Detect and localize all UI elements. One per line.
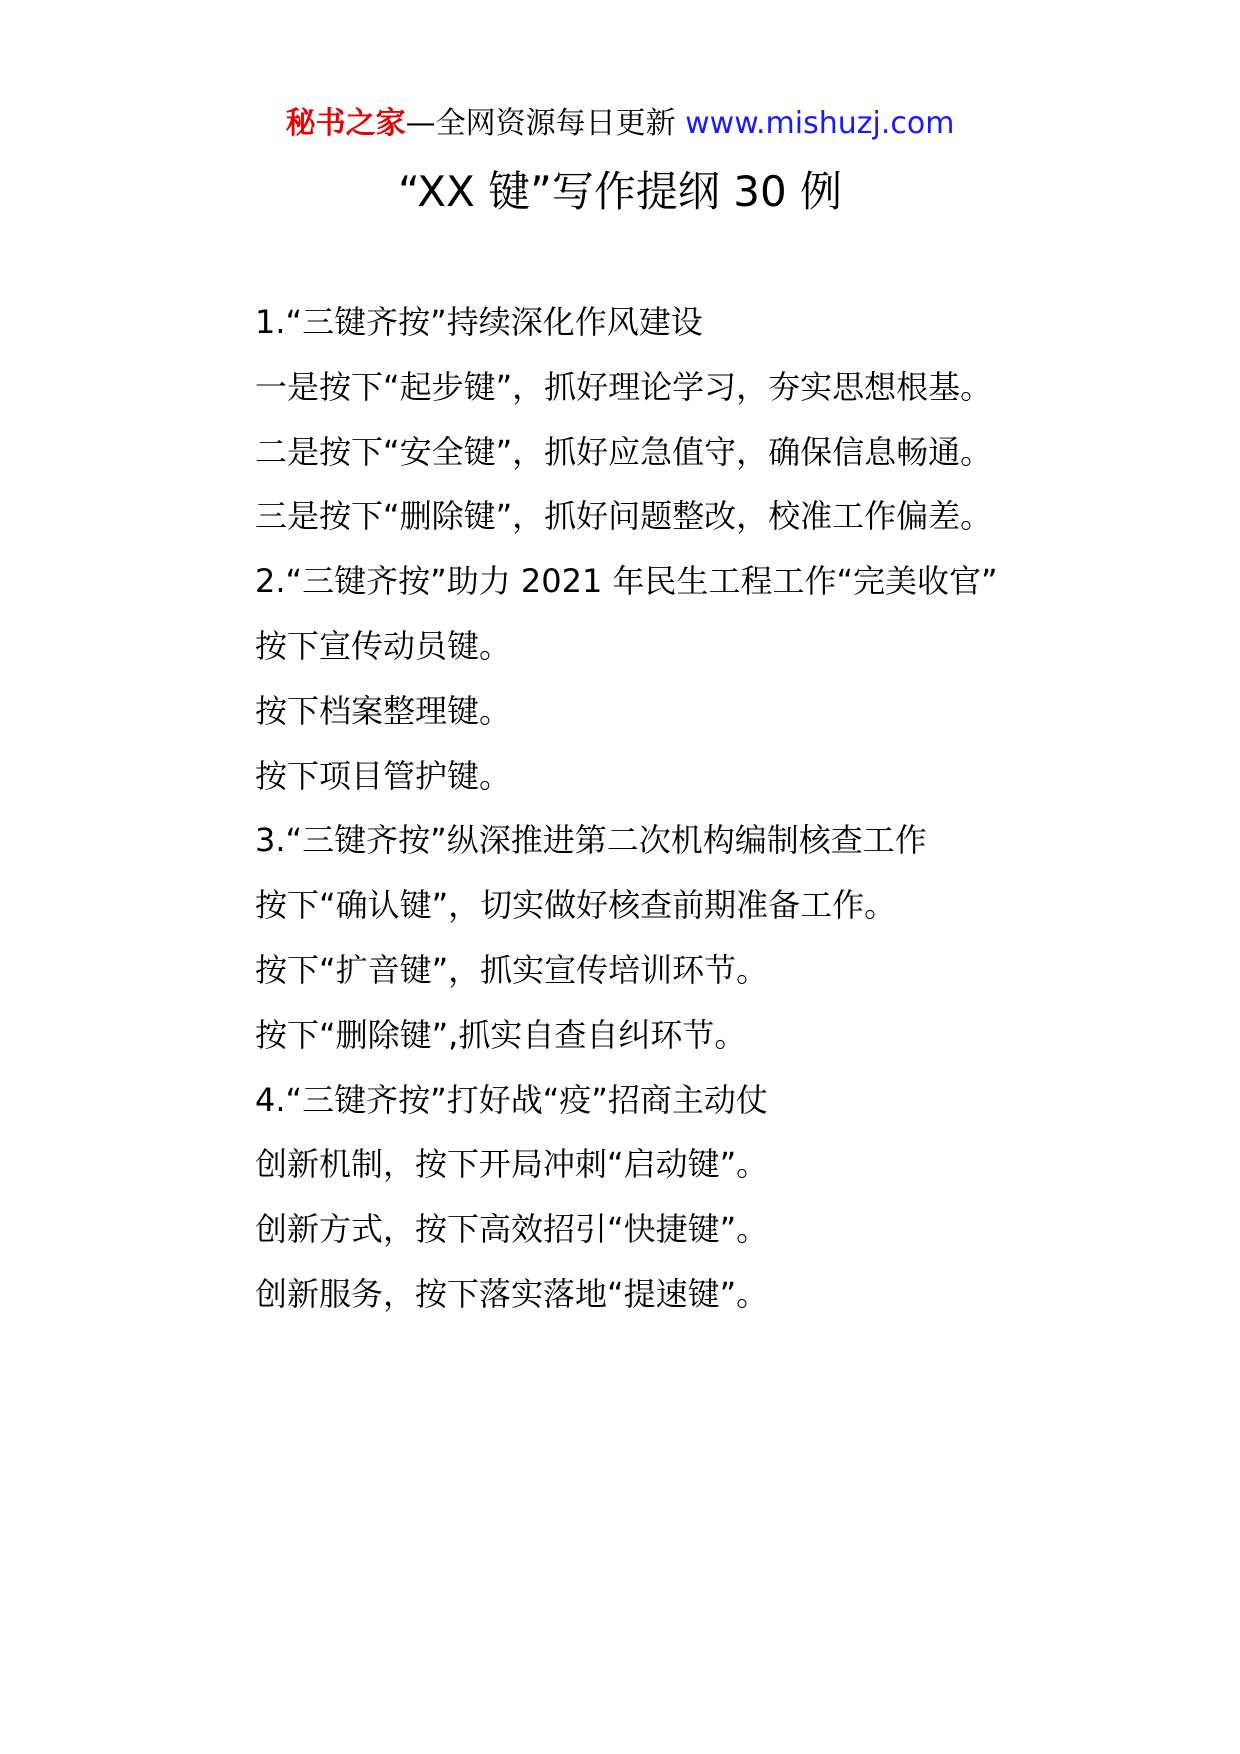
list-item: 按下“删除键”,抓实自查自纠环节。 xyxy=(255,1015,747,1054)
section-heading-2: 2.“三键齐按”助力 2021 年民生工程工作“完美收官” xyxy=(255,562,998,601)
document-body xyxy=(187,290,1055,1327)
list-item: 创新机制，按下开局冲刺“启动键”。 xyxy=(255,1145,769,1184)
list-item: 按下“确认键”，切实做好核查前期准备工作。 xyxy=(255,886,897,925)
list-item: 按下项目管护键。 xyxy=(255,756,512,795)
list-item: 按下宣传动员键。 xyxy=(255,626,512,665)
list-item: 创新方式，按下高效招引“快捷键”。 xyxy=(255,1210,769,1249)
list-item: 二是按下“安全键”，抓好应急值守，确保信息畅通。 xyxy=(255,432,993,471)
site-tagline: —全网资源每日更新 xyxy=(405,106,686,141)
section-heading-3: 3.“三键齐按”纵深推进第二次机构编制核查工作 xyxy=(255,821,927,860)
section-heading-1: 1.“三键齐按”持续深化作风建设 xyxy=(255,303,703,341)
list-item: 创新服务，按下落实落地“提速键”。 xyxy=(255,1274,769,1313)
section-heading-4: 4.“三键齐按”打好战“疫”招商主动仗 xyxy=(255,1080,768,1119)
site-brand: 秘书之家 xyxy=(285,106,406,141)
site-url-link[interactable]: www.mishuzj.com xyxy=(685,106,955,141)
list-item: 三是按下“删除键”，抓好问题整改，校准工作偏差。 xyxy=(255,497,993,536)
list-item: 按下档案整理键。 xyxy=(255,691,512,730)
site-header xyxy=(0,102,1240,146)
list-item: 一是按下“起步键”，抓好理论学习，夯实思想根基。 xyxy=(255,367,993,406)
document-title: “XX 键”写作提纲 30 例 xyxy=(397,167,843,216)
list-item: 按下“扩音键”，抓实宣传培训环节。 xyxy=(255,950,769,989)
